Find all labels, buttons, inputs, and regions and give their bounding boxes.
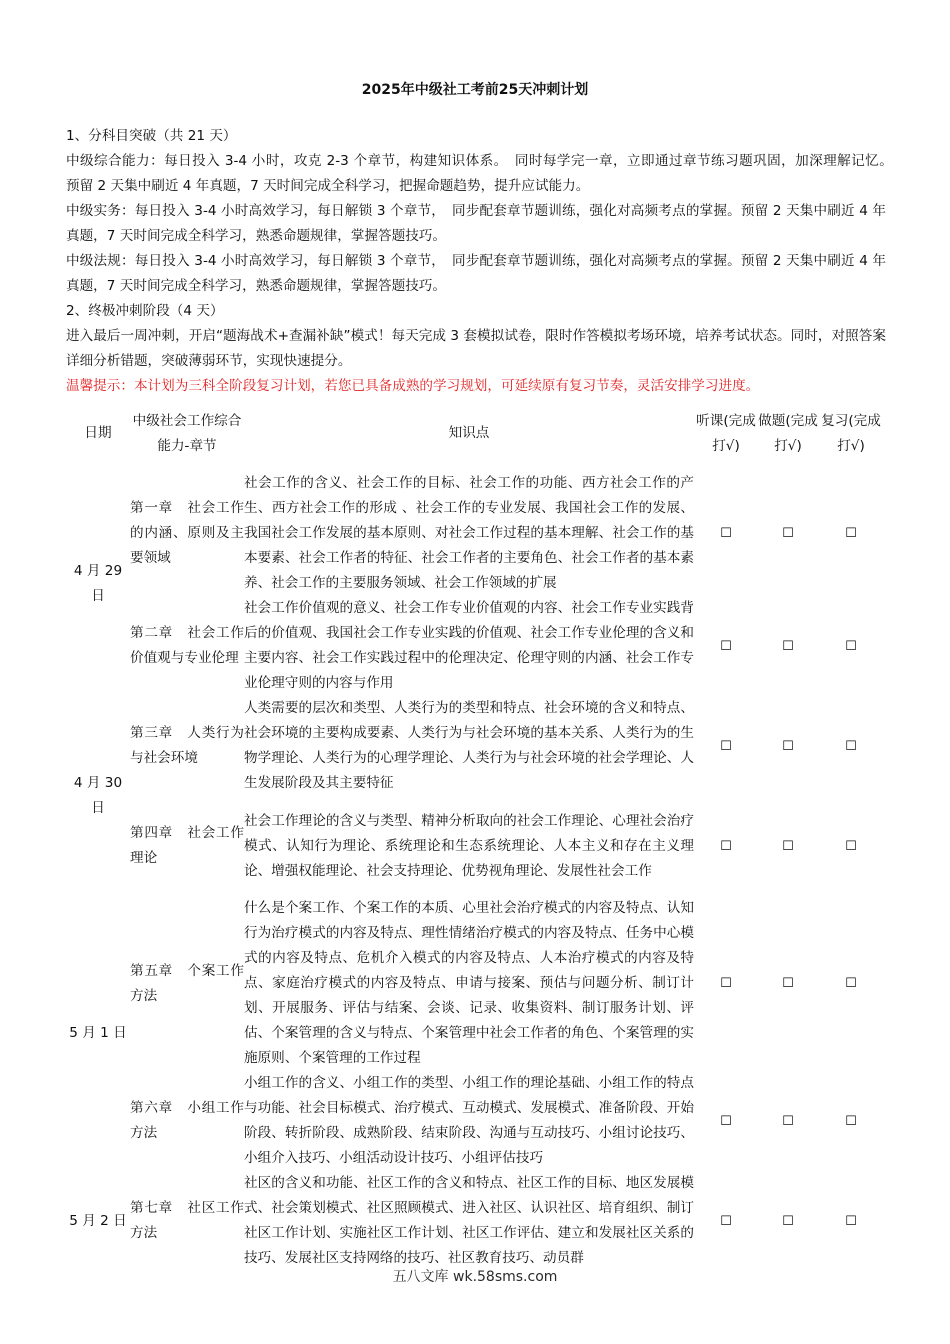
paragraph-practice: 中级实务：每日投入 3-4 小时高效学习，每日解锁 3 个章节， 同步配套章节题训练，强化对高频考点的掌握。预留 2 天集中刷近 4 年真题，7 天时间完成全科学习，熟悉命题规律，掌握答题技巧。 bbox=[66, 203, 886, 244]
knowledge-cell: 小组工作的含义、小组工作的类型、小组工作的理论基础、小组工作的特点与功能、社会目标模式、治疗模式、互动模式、发展模式、准备阶段、开始阶段、转折阶段、成熟阶段、结束阶段、沟通与互动技巧、小组讨论技巧、小组介入技巧、小组活动设计技巧、小组评估技巧 bbox=[244, 1075, 694, 1166]
date-cell: 5 月 2 日 bbox=[69, 1212, 127, 1229]
knowledge-cell: 社会工作价值观的意义、社会工作专业价值观的内容、社会工作专业实践背后的价值观、我国社会工作专业实践的价值观、社会工作专业伦理的含义和主要内容、社会工作实践过程中的伦理决定、伦理守则的内涵、社会工作专业伦理守则的内容与作用 bbox=[244, 600, 694, 691]
table-row bbox=[66, 1171, 884, 1271]
listen-checkbox[interactable]: ☐ bbox=[720, 526, 732, 541]
header-listen: 听课(完成打√) bbox=[696, 412, 756, 454]
review-checkbox[interactable]: ☐ bbox=[845, 838, 857, 854]
header-date: 日期 bbox=[84, 425, 112, 441]
practice-checkbox[interactable]: ☐ bbox=[782, 1113, 794, 1129]
date-cell: 5 月 1 日 bbox=[69, 1025, 127, 1041]
knowledge-cell: 什么是个案工作、个案工作的本质、心里社会治疗模式的内容及特点、认知行为治疗模式的内容及特点、理性情绪治疗模式的内容及特点、任务中心模式的内容及特点、危机介入模式的内容及特点、人本治疗模式的内容及特点、家庭治疗模式的内容及特点、申请与接案、预估与问题分析、制订计划、开展服务、评估与结案、会谈、记录、收集资料、制订服务计划、评估、个案管理的含义与特点、个案管理中社会工作者的角色、个案管理的实施原则、个案管理的工作过程 bbox=[244, 900, 694, 1066]
table-row bbox=[66, 596, 884, 696]
chapter-cell: 第二章 社会工作价值观与专业伦理 bbox=[130, 625, 244, 666]
review-checkbox[interactable]: ☐ bbox=[845, 1113, 857, 1129]
chapter-cell: 第六章 小组工作方法 bbox=[130, 1100, 244, 1141]
date-cell: 4 月 29 日 bbox=[73, 562, 123, 604]
header-practice: 做题(完成打√) bbox=[758, 412, 818, 454]
listen-checkbox[interactable]: ☐ bbox=[720, 1113, 732, 1129]
table-row bbox=[66, 696, 884, 796]
table-row bbox=[66, 1071, 884, 1171]
table-row bbox=[66, 471, 884, 596]
chapter-cell: 第五章 个案工作方法 bbox=[130, 962, 244, 1004]
practice-checkbox[interactable]: ☐ bbox=[782, 1213, 794, 1229]
study-plan-table bbox=[66, 396, 884, 1271]
listen-checkbox[interactable]: ☐ bbox=[720, 838, 732, 854]
header-review: 复习(完成打√) bbox=[821, 412, 881, 454]
practice-checkbox[interactable]: ☐ bbox=[782, 526, 794, 541]
date-cell: 4 月 30 日 bbox=[73, 775, 123, 816]
practice-checkbox[interactable]: ☐ bbox=[782, 838, 794, 854]
knowledge-cell: 社区的含义和功能、社区工作的含义和特点、社区工作的目标、地区发展模式、社会策划模式、社区照顾模式、进入社区、认识社区、培育组织、制订社区工作计划、实施社区工作计划、社区工作评估、建立和发展社区关系的技巧、发展社区支持网络的技巧、社区教育技巧、动员群 bbox=[244, 1175, 694, 1266]
chapter-cell: 第三章 人类行为与社会环境 bbox=[130, 725, 244, 766]
paragraph-law: 中级法规：每日投入 3-4 小时高效学习，每日解锁 3 个章节， 同步配套章节题训练，强化对高频考点的掌握。预留 2 天集中刷近 4 年真题，7 天时间完成全科学习，熟悉命题规律，掌握答题技巧。 bbox=[66, 253, 886, 294]
listen-checkbox[interactable]: ☐ bbox=[720, 738, 732, 754]
paragraph-sprint: 进入最后一周冲刺，开启“题海战术+查漏补缺”模式！每天完成 3 套模拟试卷，限时作答模拟考场环境，培养考试状态。同时，对照答案详细分析错题，突破薄弱环节，实现快速提分。 bbox=[66, 328, 886, 369]
practice-checkbox[interactable]: ☐ bbox=[782, 976, 794, 991]
section-heading-1: 1、分科目突破（共 21 天） bbox=[66, 128, 237, 144]
practice-checkbox[interactable]: ☐ bbox=[782, 638, 794, 654]
chapter-cell: 第四章 社会工作理论 bbox=[130, 825, 244, 866]
header-knowledge: 知识点 bbox=[448, 425, 490, 441]
intro-section bbox=[66, 124, 900, 399]
review-checkbox[interactable]: ☐ bbox=[845, 738, 857, 754]
chapter-cell: 第七章 社区工作方法 bbox=[130, 1200, 244, 1241]
listen-checkbox[interactable]: ☐ bbox=[720, 976, 732, 991]
knowledge-cell: 社会工作理论的含义与类型、精神分析取向的社会工作理论、心理社会治疗模式、认知行为理论、系统理论和生态系统理论、人本主义和存在主义理论、增强权能理论、社会支持理论、优势视角理论、发展性社会工作 bbox=[244, 812, 694, 879]
table-row bbox=[66, 896, 884, 1071]
header-chapter: 中级社会工作综合能力-章节 bbox=[132, 412, 242, 454]
listen-checkbox[interactable]: ☐ bbox=[720, 1213, 732, 1229]
listen-checkbox[interactable]: ☐ bbox=[720, 638, 732, 654]
section-heading-2: 2、终极冲刺阶段（4 天） bbox=[66, 303, 224, 319]
practice-checkbox[interactable]: ☐ bbox=[782, 738, 794, 754]
table-header-row bbox=[66, 396, 884, 471]
review-checkbox[interactable]: ☐ bbox=[845, 526, 857, 541]
review-checkbox[interactable]: ☐ bbox=[845, 976, 857, 991]
review-checkbox[interactable]: ☐ bbox=[845, 638, 857, 654]
paragraph-comprehensive: 中级综合能力：每日投入 3-4 小时，攻克 2-3 个章节，构建知识体系。 同时每学完一章，立即通过章节练习题巩固，加深理解记忆。 预留 2 天集中刷近 4 年真题，7 天时间完成全科学习，把握命题趋势，提升应试能力。 bbox=[66, 153, 900, 194]
tip-text: 温馨提示：本计划为三科全阶段复习计划，若您已具备成熟的学习规划，可延续原有复习节奏，灵活安排学习进度。 bbox=[66, 378, 760, 394]
watermark: 五八文库 wk.58sms.com bbox=[392, 1269, 558, 1285]
table-row bbox=[66, 796, 884, 896]
chapter-cell: 第一章 社会工作的内涵、原则及主要领域 bbox=[130, 500, 244, 566]
review-checkbox[interactable]: ☐ bbox=[845, 1213, 857, 1229]
knowledge-cell: 人类需要的层次和类型、人类行为的类型和特点、社会环境的含义和特点、社会环境的主要构成要素、人类行为与社会环境的基本关系、人类行为的生物学理论、人类行为的心理学理论、人类行为与社会环境的社会学理论、人生发展阶段及其主要特征 bbox=[244, 700, 694, 791]
knowledge-cell: 社会工作的含义、社会工作的目标、社会工作的功能、西方社会工作的产生、西方社会工作的形成 、社会工作的专业发展、我国社会工作的发展、我国社会工作发展的基本原则、对社会工作过程的基本理解、社会工作的基本要素、社会工作者的特征、社会工作者的主要角色、社会工作者的基本素养、社会工作的主要服务领域、社会工作领域的扩展 bbox=[244, 475, 694, 591]
document-title: 2025年中级社工考前25天冲刺计划 bbox=[361, 82, 589, 98]
